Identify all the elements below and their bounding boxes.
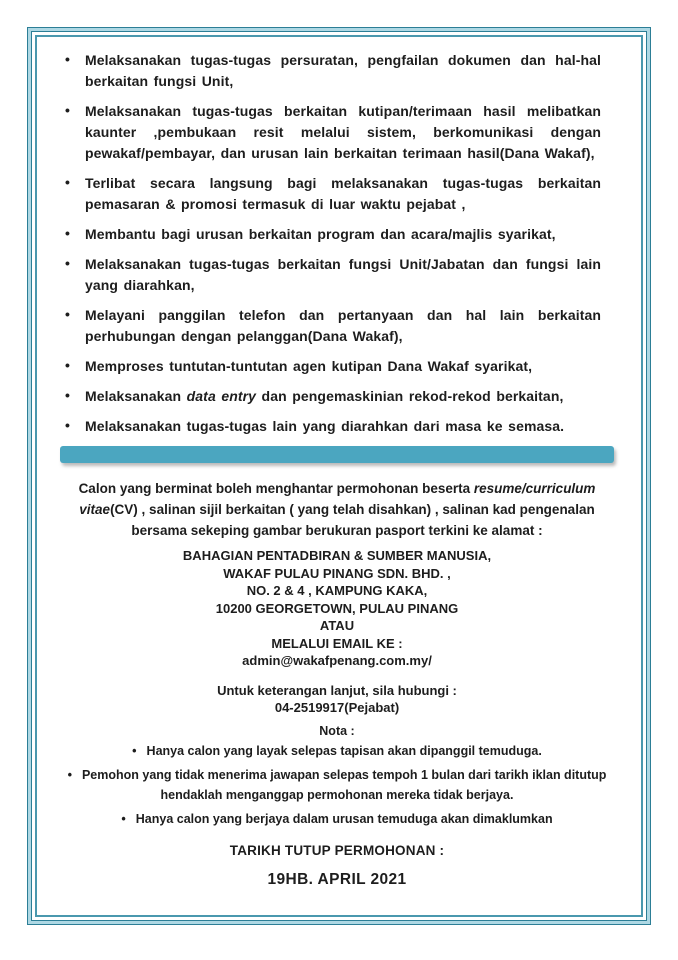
bullet-icon: • xyxy=(65,225,71,241)
intro-text: Calon yang berminat boleh menghantar permohonan beserta xyxy=(78,481,474,496)
task-text: Melaksanakan xyxy=(85,388,187,404)
bullet-icon: • xyxy=(65,306,71,322)
task-text: Melaksanakan tugas-tugas berkaitan fungsi Unit/Jabatan dan fungsi lain yang diarahkan, xyxy=(85,256,601,293)
nota-item xyxy=(63,765,611,805)
address-line: ATAU xyxy=(319,618,355,633)
task-text: Memproses tuntutan-tuntutan agen kutipan Dana Wakaf syarikat, xyxy=(85,358,533,374)
intro-text: (CV) , salinan sijil berkaitan ( yang telah disahkan) , salinan kad pengenalan bersama sekeping gambar berukuran pasport terkini ke alamat : xyxy=(110,502,595,538)
task-text: Melayani panggilan telefon dan pertanyaan dan hal lain berkaitan perhubungan dengan pelanggan(Dana Wakaf), xyxy=(85,307,601,344)
bullet-icon: • xyxy=(65,174,71,190)
frame-light-band xyxy=(28,28,650,924)
italic-term: resume/curriculum vitae xyxy=(79,481,596,517)
nota-text: Hanya calon yang layak selepas tapisan akan dipanggil temuduga. xyxy=(146,743,542,758)
task-item xyxy=(63,254,601,296)
bullet-icon: • xyxy=(65,387,71,403)
contact-phone: 04-2519917(Pejabat) xyxy=(274,700,400,715)
task-text: dan pengemaskinian rekod-rekod berkaitan, xyxy=(256,388,564,404)
page-frame xyxy=(27,27,651,925)
bullet-icon: • xyxy=(65,255,71,271)
task-text: Melaksanakan tugas-tugas lain yang diarahkan dari masa ke semasa. xyxy=(85,418,565,434)
bullet-icon: • xyxy=(132,743,137,758)
task-item xyxy=(63,173,601,215)
task-item xyxy=(63,50,601,92)
nota-item xyxy=(63,741,611,761)
bullet-icon: • xyxy=(65,417,71,433)
task-text: Melaksanakan tugas-tugas persuratan, pengfailan dokumen dan hal-hal berkaitan fungsi Unit, xyxy=(85,52,601,89)
address-line: NO. 2 & 4 , KAMPUNG KAKA, xyxy=(246,583,428,598)
task-text: Membantu bagi urusan berkaitan program dan acara/majlis syarikat, xyxy=(85,226,556,242)
closing-date: 19HB. APRIL 2021 xyxy=(267,870,407,888)
address-line: WAKAF PULAU PINANG SDN. BHD. , xyxy=(223,565,451,581)
bullet-icon: • xyxy=(65,357,71,373)
task-item xyxy=(63,386,601,407)
email-address: admin@wakafpenang.com.my/ xyxy=(242,653,432,668)
nota-text: Hanya calon yang berjaya dalam urusan temuduga akan dimaklumkan xyxy=(135,811,553,826)
task-text: Terlibat secara langsung bagi melaksanakan tugas-tugas berkaitan pemasaran & promosi termasuk di luar waktu pejabat , xyxy=(85,175,601,212)
task-item xyxy=(63,224,601,245)
italic-term: data entry xyxy=(186,388,257,404)
bullet-icon: • xyxy=(67,767,72,782)
task-list xyxy=(63,50,601,437)
nota-label: Nota : xyxy=(319,723,355,738)
closing-date-label: TARIKH TUTUP PERMOHONAN : xyxy=(229,842,445,858)
nota-list xyxy=(63,741,611,829)
address-block xyxy=(63,547,611,670)
task-item xyxy=(63,416,601,437)
task-item xyxy=(63,356,601,377)
contact-prompt: Untuk keterangan lanjut, sila hubungi : xyxy=(217,682,457,698)
task-item xyxy=(63,305,601,347)
bullet-icon: • xyxy=(121,811,126,826)
section-divider-bar xyxy=(60,446,614,463)
bullet-icon: • xyxy=(65,51,71,67)
frame-inner-line xyxy=(31,31,647,921)
address-line: BAHAGIAN PENTADBIRAN & SUMBER MANUSIA, xyxy=(182,548,492,563)
nota-item xyxy=(63,809,611,829)
nota-text: Pemohon yang tidak menerima jawapan selepas tempoh 1 bulan dari tarikh iklan ditutup hendaklah menganggap permohonan mereka tidak berjaya. xyxy=(81,767,607,802)
address-line: 10200 GEORGETOWN, PULAU PINANG xyxy=(215,600,459,616)
contact-info xyxy=(63,682,611,717)
bullet-icon: • xyxy=(65,102,71,118)
task-item xyxy=(63,101,601,164)
application-intro xyxy=(63,478,611,541)
task-text: Melaksanakan tugas-tugas berkaitan kutipan/terimaan hasil melibatkan kaunter ,pembukaan resit melalui sistem, berkomunikasi dengan pewakaf/pembayar, dan urusan lain berkaitan terimaan hasil(Dana Wakaf), xyxy=(85,103,601,161)
page-content xyxy=(35,35,643,917)
address-line: MELALUI EMAIL KE : xyxy=(271,635,403,651)
